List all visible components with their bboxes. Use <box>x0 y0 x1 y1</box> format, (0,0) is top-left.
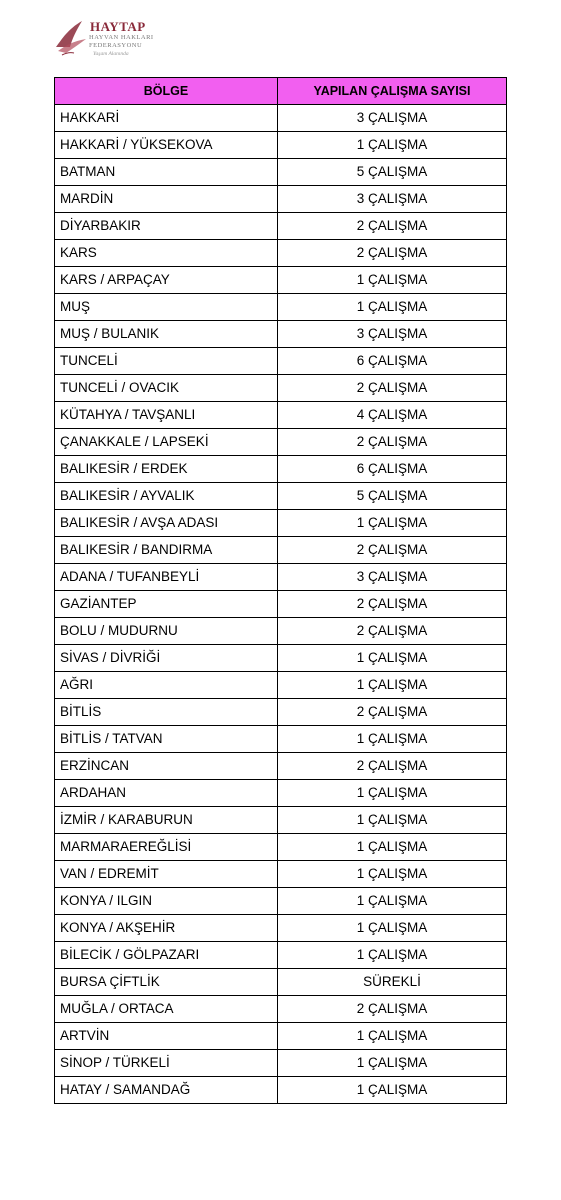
count-cell: 3 ÇALIŞMA <box>278 321 507 348</box>
count-cell: 4 ÇALIŞMA <box>278 402 507 429</box>
count-cell: 2 ÇALIŞMA <box>278 591 507 618</box>
table-body <box>55 105 507 1104</box>
header-region: BÖLGE <box>55 78 278 105</box>
count-cell: 1 ÇALIŞMA <box>278 726 507 753</box>
region-cell: MUŞ <box>55 294 278 321</box>
count-cell: SÜREKLİ <box>278 969 507 996</box>
table-row <box>55 672 507 699</box>
count-cell: 6 ÇALIŞMA <box>278 348 507 375</box>
region-cell: ERZİNCAN <box>55 753 278 780</box>
table-row <box>55 861 507 888</box>
region-cell: BİTLİS / TATVAN <box>55 726 278 753</box>
table-row <box>55 753 507 780</box>
region-cell: SİNOP / TÜRKELİ <box>55 1050 278 1077</box>
region-cell: BOLU / MUDURNU <box>55 618 278 645</box>
count-cell: 1 ÇALIŞMA <box>278 807 507 834</box>
count-cell: 1 ÇALIŞMA <box>278 861 507 888</box>
table-row <box>55 510 507 537</box>
count-cell: 1 ÇALIŞMA <box>278 888 507 915</box>
region-cell: BURSA ÇİFTLİK <box>55 969 278 996</box>
count-cell: 1 ÇALIŞMA <box>278 1077 507 1104</box>
haytap-logo <box>52 17 162 63</box>
count-cell: 2 ÇALIŞMA <box>278 618 507 645</box>
table-row <box>55 1077 507 1104</box>
table-row <box>55 348 507 375</box>
region-cell: TUNCELİ <box>55 348 278 375</box>
count-cell: 1 ÇALIŞMA <box>278 834 507 861</box>
region-cell: GAZİANTEP <box>55 591 278 618</box>
count-cell: 3 ÇALIŞMA <box>278 105 507 132</box>
table-row <box>55 375 507 402</box>
region-cell: DİYARBAKIR <box>55 213 278 240</box>
table-row <box>55 159 507 186</box>
region-cell: KONYA / AKŞEHİR <box>55 915 278 942</box>
region-cell: MUĞLA / ORTACA <box>55 996 278 1023</box>
org-name: HAYTAP <box>90 19 146 34</box>
bird-logo-icon <box>52 17 92 61</box>
table-row <box>55 564 507 591</box>
count-cell: 1 ÇALIŞMA <box>278 1023 507 1050</box>
region-cell: KARS / ARPAÇAY <box>55 267 278 294</box>
region-cell: KONYA / ILGIN <box>55 888 278 915</box>
table-row <box>55 888 507 915</box>
region-cell: BATMAN <box>55 159 278 186</box>
table-row <box>55 321 507 348</box>
region-cell: MUŞ / BULANIK <box>55 321 278 348</box>
count-cell: 6 ÇALIŞMA <box>278 456 507 483</box>
table-row <box>55 699 507 726</box>
region-cell: MARMARAEREĞLİSİ <box>55 834 278 861</box>
count-cell: 2 ÇALIŞMA <box>278 537 507 564</box>
table-row <box>55 186 507 213</box>
table-row <box>55 807 507 834</box>
table-row <box>55 780 507 807</box>
table-row <box>55 429 507 456</box>
table-row <box>55 618 507 645</box>
count-cell: 2 ÇALIŞMA <box>278 996 507 1023</box>
table-row <box>55 645 507 672</box>
table-row <box>55 915 507 942</box>
region-cell: HAKKARİ / YÜKSEKOVA <box>55 132 278 159</box>
count-cell: 2 ÇALIŞMA <box>278 699 507 726</box>
region-cell: ADANA / TUFANBEYLİ <box>55 564 278 591</box>
count-cell: 1 ÇALIŞMA <box>278 1050 507 1077</box>
table-row <box>55 240 507 267</box>
region-cell: HAKKARİ <box>55 105 278 132</box>
header-count: YAPILAN ÇALIŞMA SAYISI <box>278 78 507 105</box>
region-cell: VAN / EDREMİT <box>55 861 278 888</box>
region-cell: BALIKESİR / AVŞA ADASI <box>55 510 278 537</box>
region-cell: ARDAHAN <box>55 780 278 807</box>
regions-table <box>54 77 507 1104</box>
org-tagline: Yaşam Alanında <box>93 51 129 57</box>
table-row <box>55 1050 507 1077</box>
count-cell: 2 ÇALIŞMA <box>278 753 507 780</box>
table-row <box>55 132 507 159</box>
count-cell: 5 ÇALIŞMA <box>278 159 507 186</box>
table-row <box>55 294 507 321</box>
count-cell: 1 ÇALIŞMA <box>278 267 507 294</box>
count-cell: 3 ÇALIŞMA <box>278 564 507 591</box>
region-cell: BİLECİK / GÖLPAZARI <box>55 942 278 969</box>
region-cell: SİVAS / DİVRİĞİ <box>55 645 278 672</box>
count-cell: 1 ÇALIŞMA <box>278 942 507 969</box>
region-cell: BALIKESİR / ERDEK <box>55 456 278 483</box>
table-row <box>55 402 507 429</box>
table-row <box>55 456 507 483</box>
table-row <box>55 267 507 294</box>
region-cell: MARDİN <box>55 186 278 213</box>
table-header-row <box>55 78 507 105</box>
table-row <box>55 213 507 240</box>
table-row <box>55 1023 507 1050</box>
org-subtitle-line2: FEDERASYONU <box>89 42 143 49</box>
region-cell: İZMİR / KARABURUN <box>55 807 278 834</box>
count-cell: 1 ÇALIŞMA <box>278 510 507 537</box>
region-cell: ARTVİN <box>55 1023 278 1050</box>
table-row <box>55 996 507 1023</box>
table-row <box>55 942 507 969</box>
region-cell: KARS <box>55 240 278 267</box>
count-cell: 3 ÇALIŞMA <box>278 186 507 213</box>
region-cell: KÜTAHYA / TAVŞANLI <box>55 402 278 429</box>
region-cell: ÇANAKKALE / LAPSEKİ <box>55 429 278 456</box>
region-cell: BALIKESİR / BANDIRMA <box>55 537 278 564</box>
count-cell: 1 ÇALIŞMA <box>278 645 507 672</box>
count-cell: 1 ÇALIŞMA <box>278 780 507 807</box>
table-row <box>55 834 507 861</box>
table-row <box>55 726 507 753</box>
table-row <box>55 591 507 618</box>
region-cell: TUNCELİ / OVACIK <box>55 375 278 402</box>
count-cell: 1 ÇALIŞMA <box>278 132 507 159</box>
count-cell: 2 ÇALIŞMA <box>278 213 507 240</box>
count-cell: 2 ÇALIŞMA <box>278 429 507 456</box>
count-cell: 1 ÇALIŞMA <box>278 915 507 942</box>
count-cell: 1 ÇALIŞMA <box>278 294 507 321</box>
region-cell: AĞRI <box>55 672 278 699</box>
region-cell: BİTLİS <box>55 699 278 726</box>
count-cell: 1 ÇALIŞMA <box>278 672 507 699</box>
table-row <box>55 537 507 564</box>
table-row <box>55 969 507 996</box>
org-subtitle-line1: HAYVAN HAKLARI <box>89 34 154 41</box>
count-cell: 2 ÇALIŞMA <box>278 240 507 267</box>
region-cell: BALIKESİR / AYVALIK <box>55 483 278 510</box>
count-cell: 5 ÇALIŞMA <box>278 483 507 510</box>
region-cell: HATAY / SAMANDAĞ <box>55 1077 278 1104</box>
table-row <box>55 105 507 132</box>
count-cell: 2 ÇALIŞMA <box>278 375 507 402</box>
table-row <box>55 483 507 510</box>
